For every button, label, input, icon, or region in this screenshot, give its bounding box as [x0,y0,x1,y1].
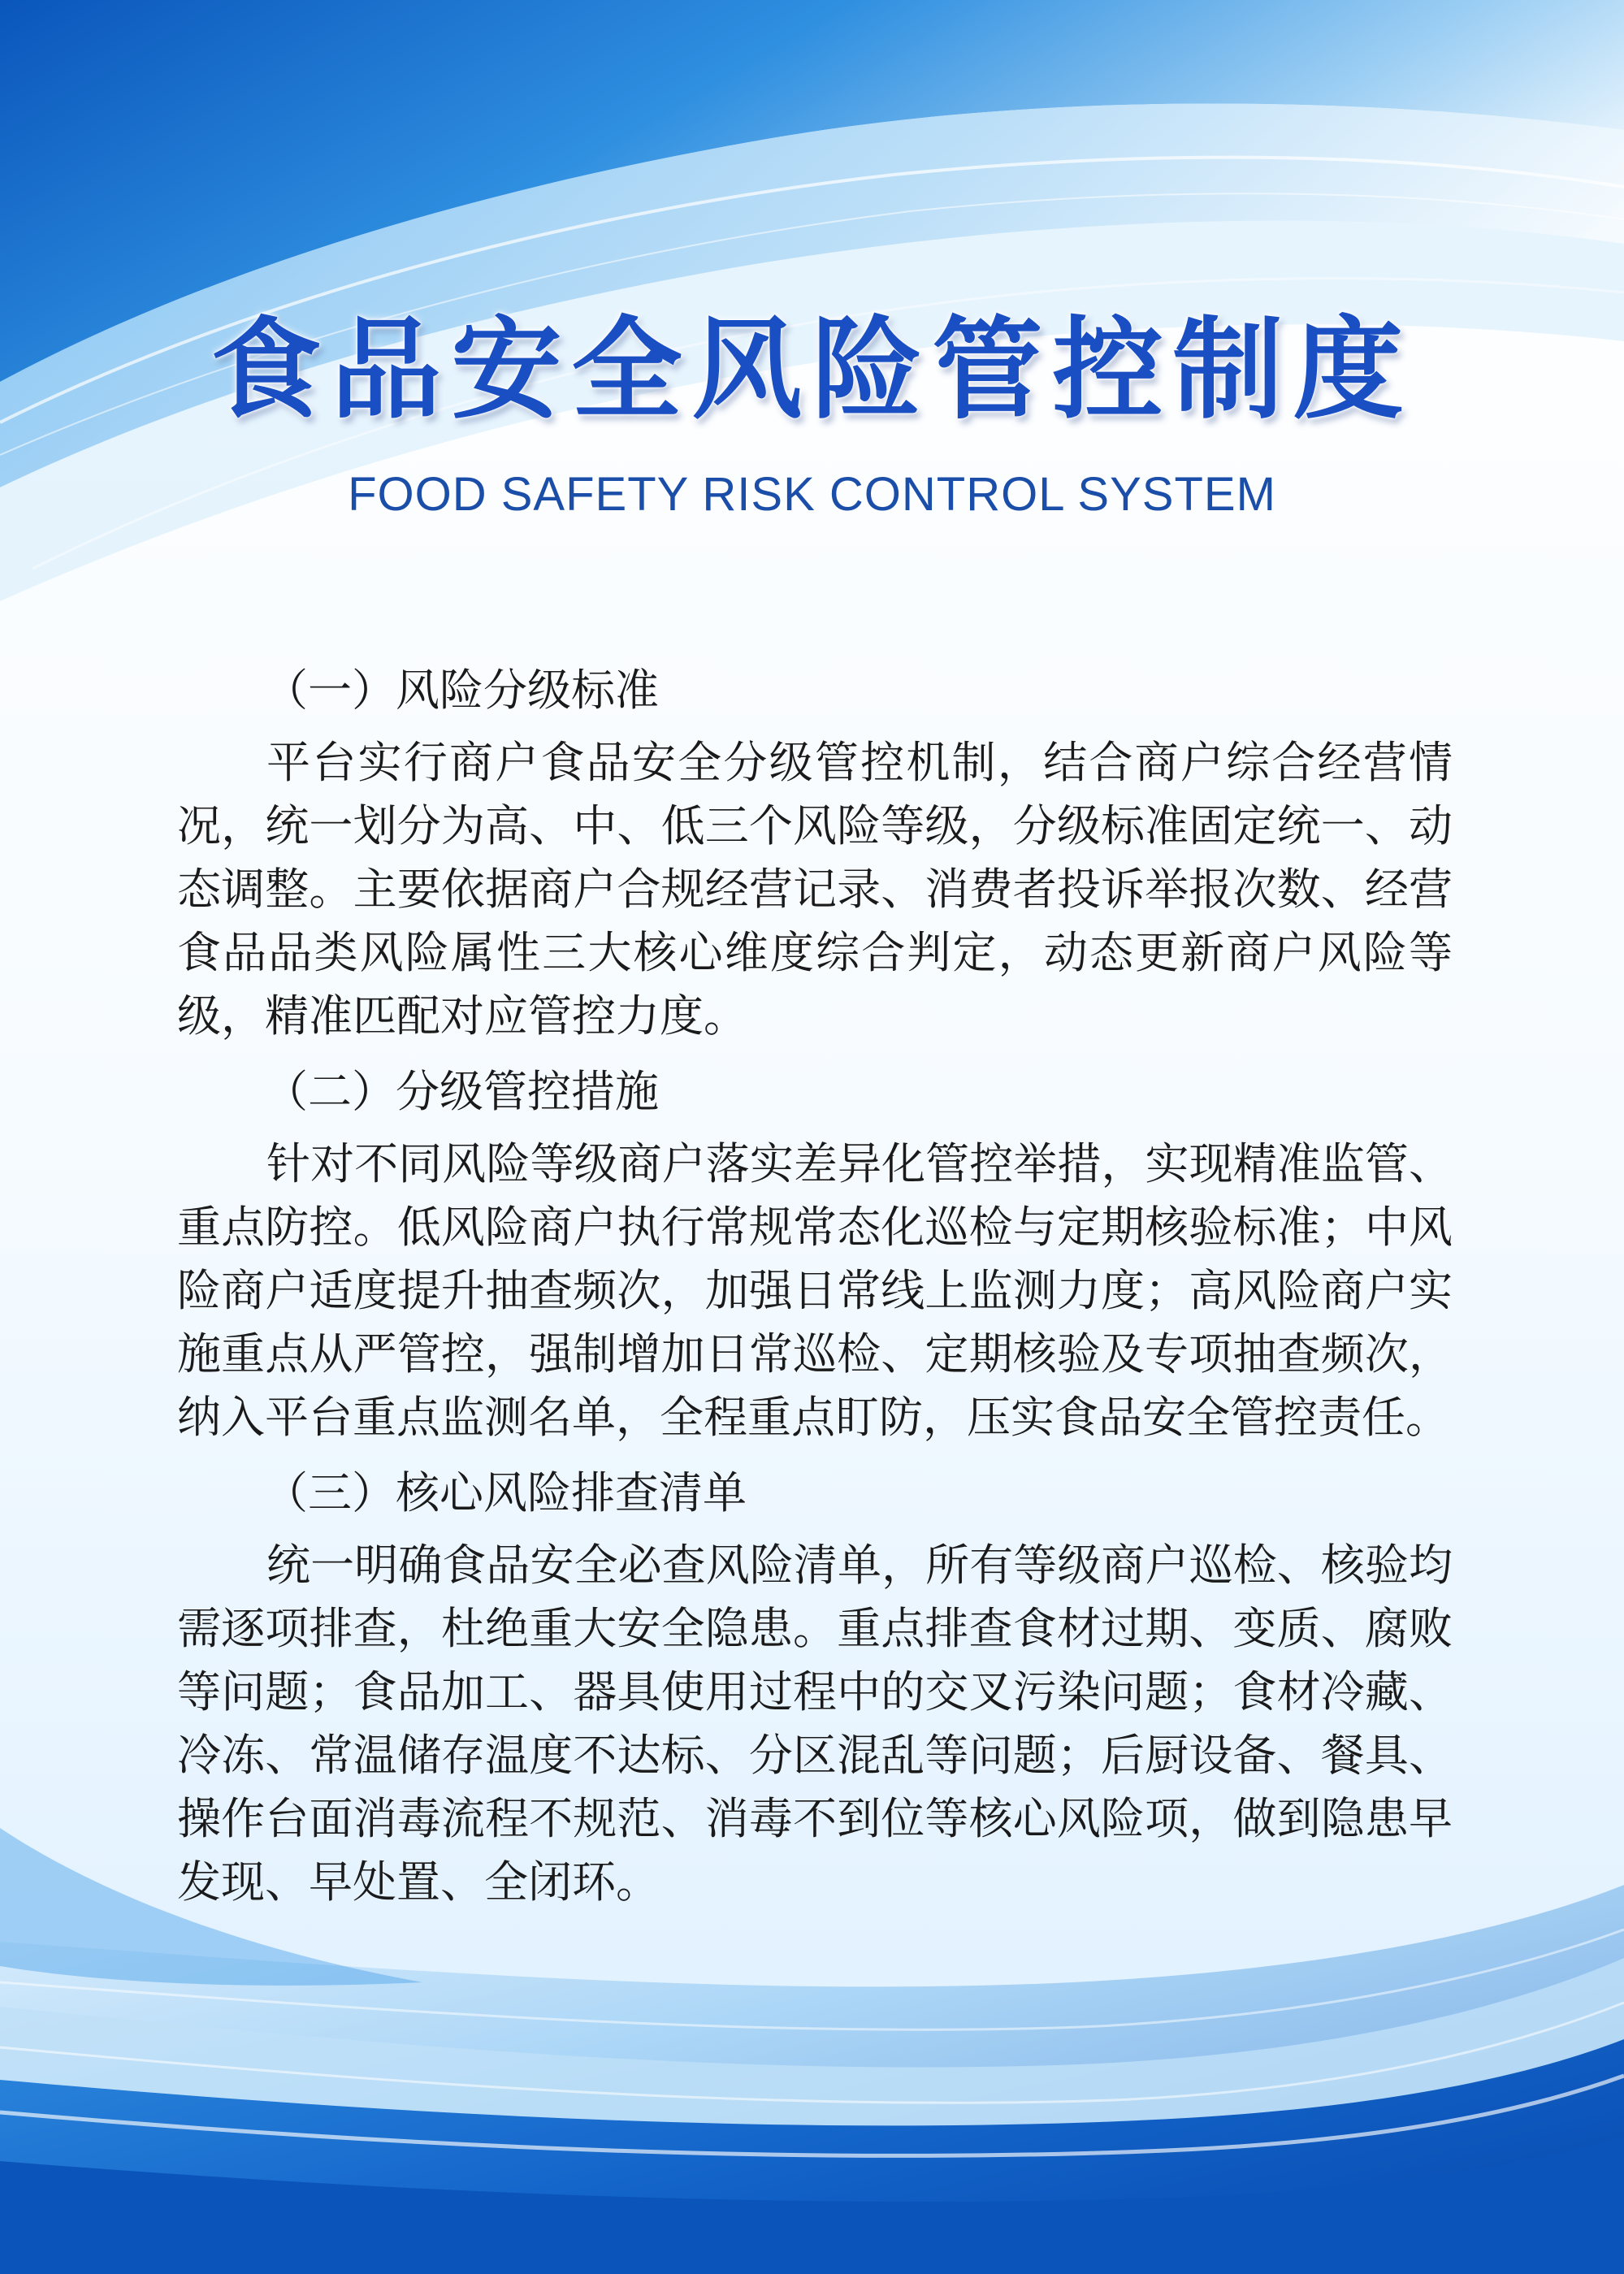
page-title: 食品安全风险管控制度 [210,306,1414,435]
section-heading: （一）风险分级标准 [264,665,659,716]
document-body [177,658,1453,1925]
section-2 [177,1059,1453,1449]
section-paragraph: 平台实行商户食品安全分级管控机制，结合商户综合经营情况，统一划分为高、中、低三个风险等级，分级标准固定统一、动态调整。主要依据商户合规经营记录、消费者投诉举报次数、经营食品品类风险属性三大核心维度综合判定，动态更新商户风险等级，精准匹配对应管控力度。 [177,737,1453,1042]
section-paragraph: 针对不同风险等级商户落实差异化管控举措，实现精准监管、重点防控。低风险商户执行常规常态化巡检与定期核验标准；中风险商户适度提升抽查频次，加强日常线上监测力度；高风险商户实施重点从严管控，强制增加日常巡检、定期核验及专项抽查频次，纳入平台重点监测名单，全程重点盯防，压实食品安全管控责任。 [177,1138,1453,1443]
page-subtitle: FOOD SAFETY RISK CONTROL SYSTEM [348,468,1276,521]
section-paragraph: 统一明确食品安全必查风险清单，所有等级商户巡检、核验均需逐项排查，杜绝重大安全隐患。重点排查食材过期、变质、腐败等问题；食品加工、器具使用过程中的交叉污染问题；食材冷藏、冷冻、常温储存温度不达标、分区混乱等问题；后厨设备、餐具、操作台面消毒流程不规范、消毒不到位等核心风险项，做到隐患早发现、早处置、全闭环。 [177,1540,1453,1908]
section-heading: （二）分级管控措施 [264,1066,659,1117]
section-heading: （三）核心风险排查清单 [264,1467,747,1518]
section-3 [177,1461,1453,1914]
section-1 [177,658,1453,1048]
